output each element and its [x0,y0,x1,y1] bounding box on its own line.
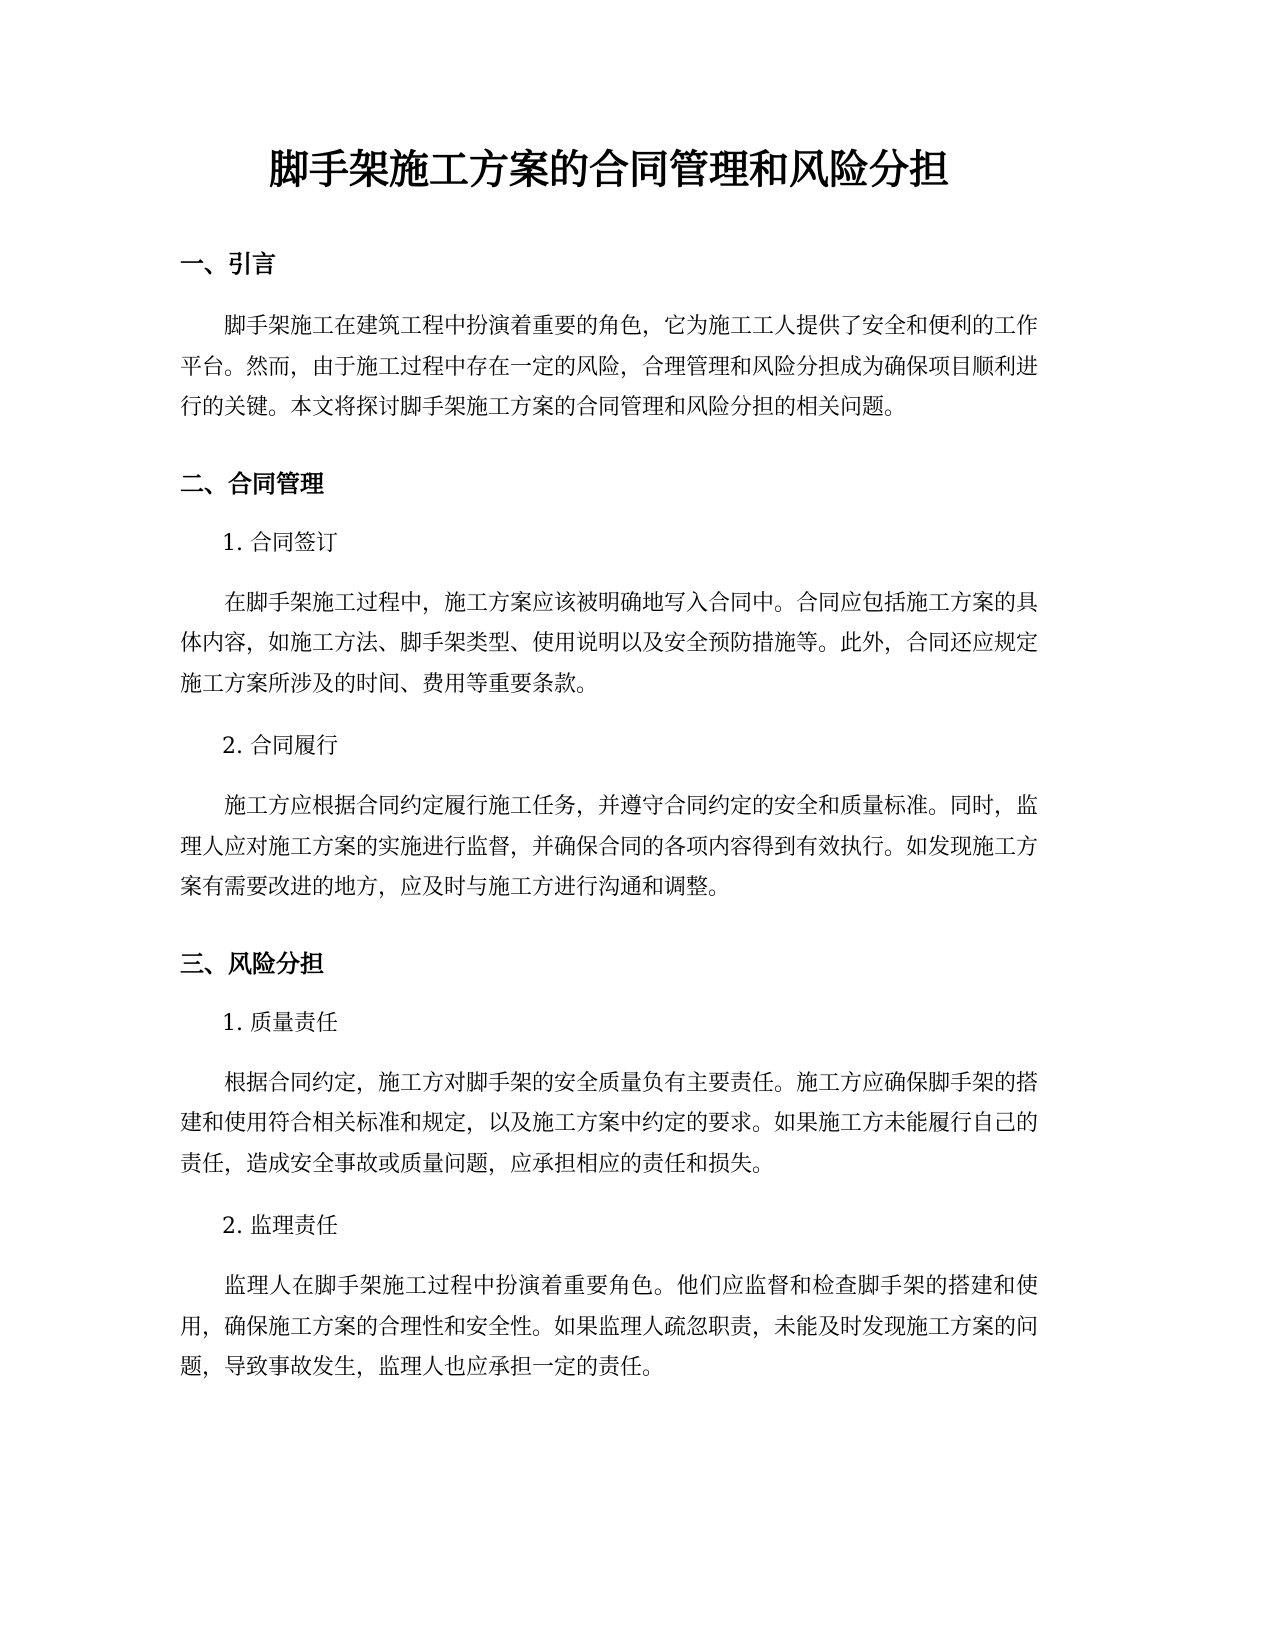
subheading-contract-performance: 2. 合同履行 [222,734,338,759]
contract-signing-paragraph: 在脚手架施工过程中，施工方案应该被明确地写入合同中。合同应包括施工方案的具体内容，如施工方法、脚手架类型、使用说明以及安全预防措施等。此外，合同还应规定施工方案所涉及的时间、费用等重要条款。 [180,590,1039,697]
subheading-quality-responsibility: 1. 质量责任 [222,1010,338,1036]
section-heading-introduction: 一、引言 [180,250,276,278]
quality-responsibility-paragraph: 根据合同约定，施工方对脚手架的安全质量负有主要责任。施工方应确保脚手架的搭建和使用符合相关标准和规定，以及施工方案中约定的要求。如果施工方未能履行自己的责任，造成安全事故或质量问题，应承担相应的责任和损失。 [180,1070,1039,1177]
subheading-contract-signing: 1. 合同签订 [222,530,338,556]
subheading-supervision-responsibility: 2. 监理责任 [222,1214,338,1239]
document-title: 脚手架施工方案的合同管理和风险分担 [269,147,949,193]
introduction-paragraph: 脚手架施工在建筑工程中扮演着重要的角色，它为施工工人提供了安全和便利的工作平台。然而，由于施工过程中存在一定的风险，合理管理和风险分担成为确保项目顺利进行的关键。本文将探讨脚手架施工方案的合同管理和风险分担的相关问题。 [180,314,1039,420]
contract-performance-paragraph: 施工方应根据合同约定履行施工任务，并遵守合同约定的安全和质量标准。同时，监理人应对施工方案的实施进行监督，并确保合同的各项内容得到有效执行。如发现施工方案有需要改进的地方，应及时与施工方进行沟通和调整。 [180,794,1039,900]
document-page [180,140,1038,1389]
supervision-responsibility-paragraph: 监理人在脚手架施工过程中扮演着重要角色。他们应监督和检查脚手架的搭建和使用，确保施工方案的合理性和安全性。如果监理人疏忽职责，未能及时发现施工方案的问题，导致事故发生，监理人也应承担一定的责任。 [180,1274,1039,1380]
section-heading-contract-management: 二、合同管理 [180,469,324,498]
section-heading-risk-sharing: 三、风险分担 [180,949,324,978]
